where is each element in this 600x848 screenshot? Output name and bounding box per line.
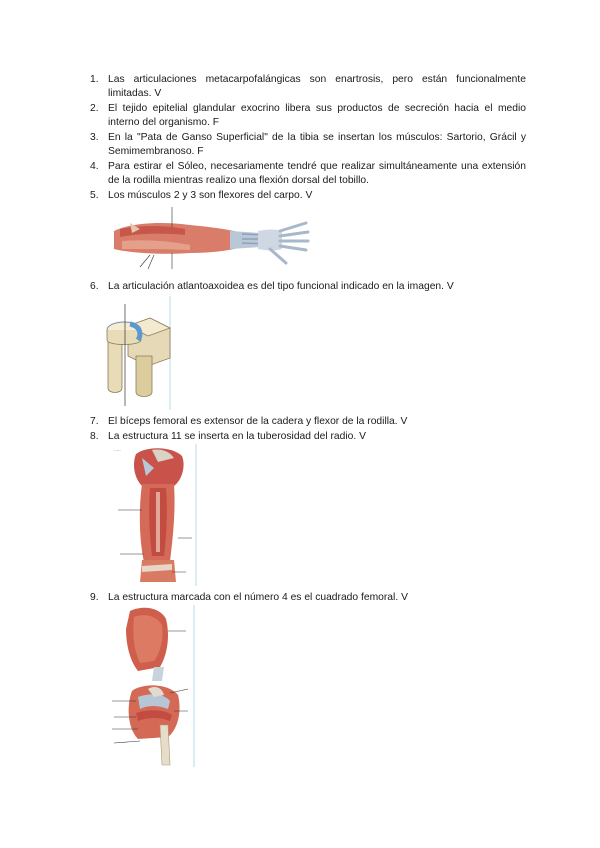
question-2 [90, 102, 526, 131]
question-text: Las articulaciones metacarpofalángicas son enartrosis, pero están funcionalmente limitadas. [108, 74, 526, 100]
question-4 [90, 160, 526, 189]
question-number: 2. [90, 103, 99, 114]
answer-label: V [400, 416, 408, 427]
forearm-muscle-icon [110, 203, 310, 275]
question-3 [90, 131, 526, 160]
question-8 [90, 430, 526, 444]
question-text: La estructura 11 se inserta en la tuberosidad del radio. [108, 431, 357, 442]
question-number: 5. [90, 190, 99, 201]
answer-label: V [305, 190, 313, 201]
question-number: 9. [90, 592, 99, 603]
pivot-joint-icon [100, 296, 172, 410]
question-text: El bíceps femoral es extensor de la cadera y flexor de la rodilla. [108, 416, 398, 427]
question-text: La estructura marcada con el número 4 es el cuadrado femoral. [108, 592, 399, 603]
question-number: 3. [90, 132, 99, 143]
question-9 [90, 591, 526, 605]
question-number: 7. [90, 416, 99, 427]
question-text: En la "Pata de Ganso Superficial" de la tibia se insertan los músculos: Sartorio, Grácil y Semimembranoso. [108, 132, 526, 158]
hip-muscle-figure [108, 605, 196, 767]
question-number: 8. [90, 431, 99, 442]
answer-label: V [446, 281, 454, 292]
question-1 [90, 73, 526, 102]
pivot-joint-figure [100, 296, 172, 410]
hip-muscle-icon [108, 605, 196, 767]
question-text: Los músculos 2 y 3 son flexores del carpo. [108, 190, 303, 201]
question-5 [90, 189, 526, 203]
answer-label: V [359, 431, 366, 442]
answer-label: F [197, 146, 204, 158]
question-number: 1. [90, 74, 99, 85]
question-text: El tejido epitelial glandular exocrino libera sus productos de secreción hacia el medio interno del organismo. [108, 103, 526, 129]
arm-muscle-icon [112, 444, 198, 586]
arm-muscle-figure [112, 444, 198, 586]
question-6 [90, 280, 526, 294]
figure-label: ····· [114, 448, 121, 453]
question-text: Para estirar el Sóleo, necesariamente tendré que realizar simultáneamente una extensión de la rodilla mientras realizo una flexión dorsal del tobillo. [108, 161, 526, 187]
answer-label: V [401, 592, 408, 603]
question-7 [90, 415, 526, 429]
question-number: 4. [90, 161, 99, 172]
answer-label: F [212, 117, 220, 129]
question-number: 6. [90, 281, 99, 292]
answer-label: V [154, 88, 162, 100]
question-text: La articulación atlantoaxoidea es del tipo funcional indicado en la imagen. [108, 281, 445, 292]
forearm-muscle-figure [110, 203, 310, 275]
